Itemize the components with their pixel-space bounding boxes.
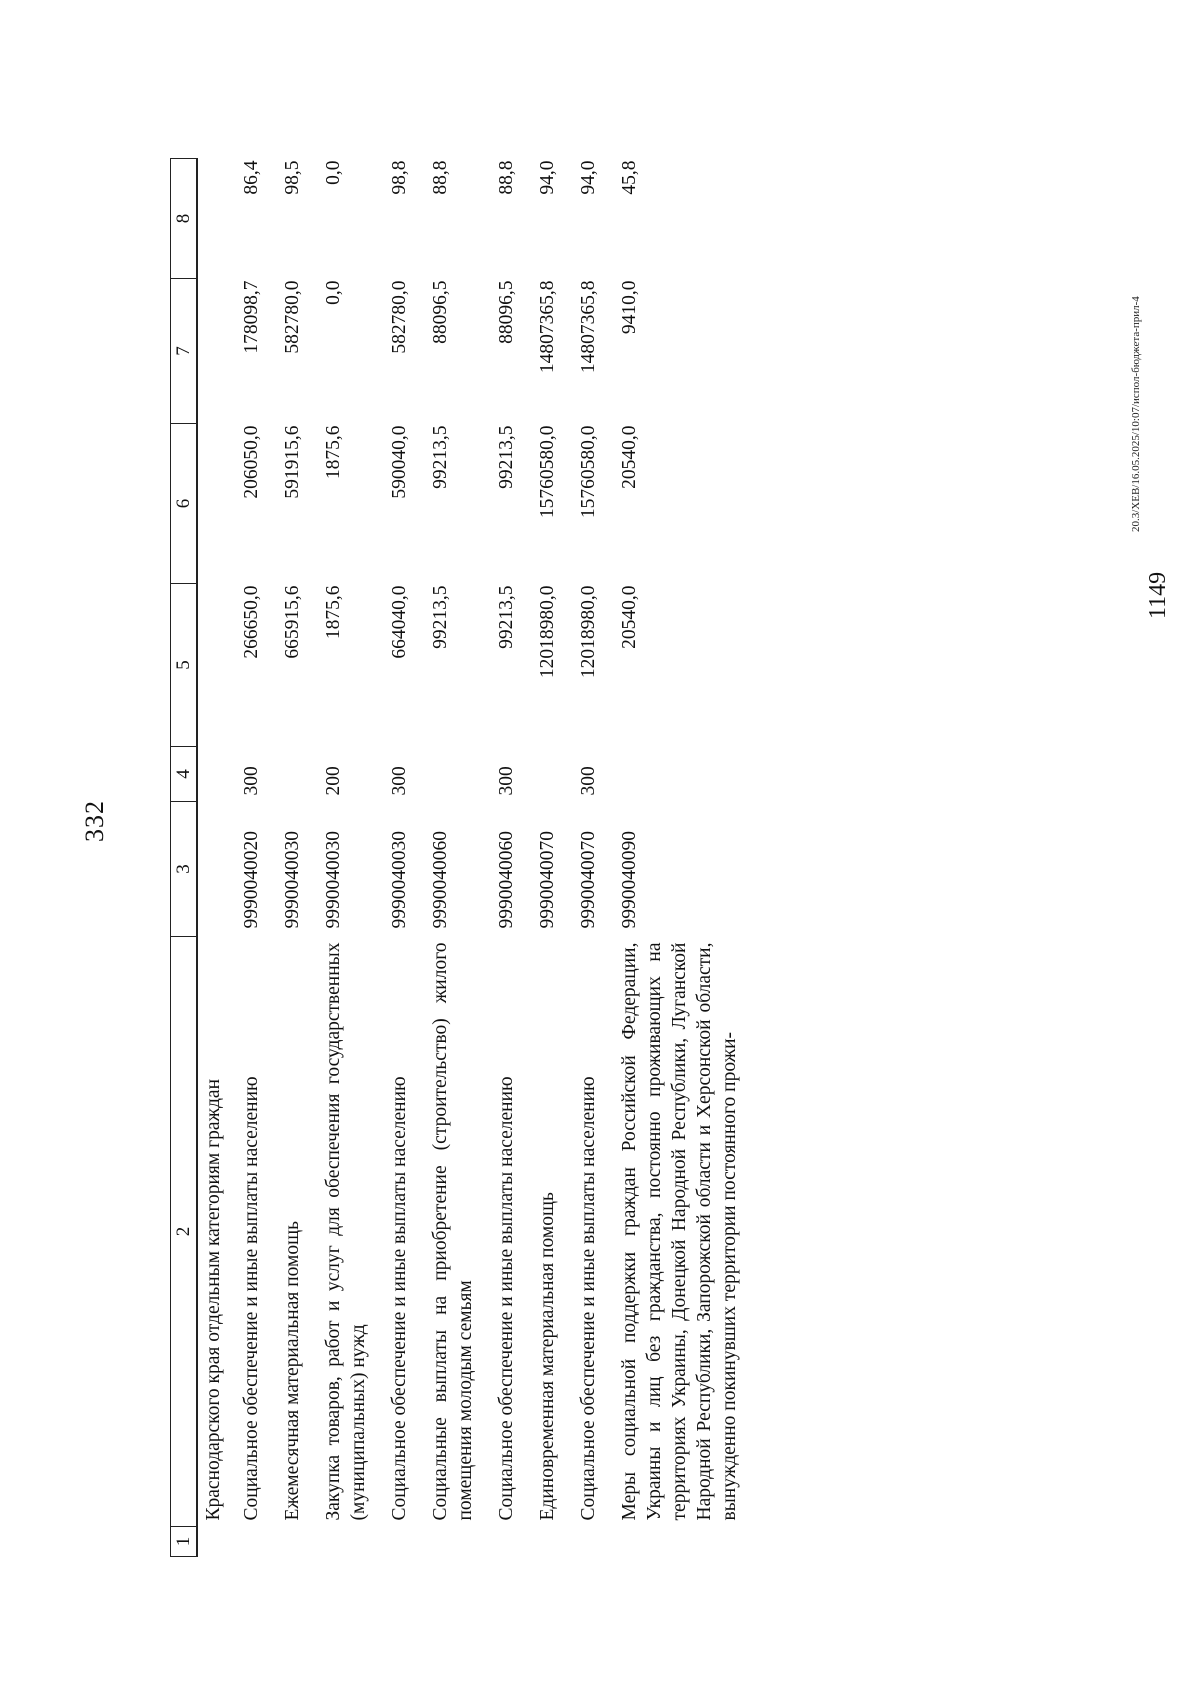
table-row [420, 159, 486, 1557]
cell-col1 [486, 1527, 527, 1557]
header-cell-2: 2 [171, 937, 198, 1527]
cell-col1 [379, 1527, 420, 1557]
cell-col8: 98,5 [282, 160, 303, 195]
cell-code: 9990040070 [537, 831, 558, 929]
cell-col1 [609, 1527, 750, 1557]
cell-col6: 590040,0 [389, 425, 410, 499]
cell-col6: 99213,5 [496, 425, 517, 489]
cell-col7: 582780,0 [282, 280, 303, 354]
cell-code: 9990040020 [241, 831, 262, 929]
table-row [609, 159, 750, 1557]
table-row [568, 159, 609, 1557]
cell-expense-type: 200 [323, 766, 344, 796]
cell-col5 [197, 584, 231, 747]
cell-col6 [197, 424, 231, 584]
cell-col7: 9410,0 [619, 280, 640, 335]
table-body [197, 159, 750, 1557]
cell-col7: 88096,5 [496, 280, 517, 344]
cell-expense-type: 300 [578, 766, 599, 796]
cell-expense-type [609, 747, 750, 802]
cell-description: Краснодарского края отдельным категориям граждан [203, 1078, 224, 1521]
cell-col8: 94,0 [537, 160, 558, 195]
cell-col8: 88,8 [496, 160, 517, 195]
table-row [527, 159, 568, 1557]
cell-col5: 20540,0 [619, 585, 640, 649]
header-cell-5: 5 [171, 584, 198, 747]
header-cell-7: 7 [171, 279, 198, 424]
cell-col5: 99213,5 [430, 585, 451, 649]
header-cell-8: 8 [171, 159, 198, 279]
cell-col7: 88096,5 [430, 280, 451, 344]
cell-col5: 99213,5 [496, 585, 517, 649]
cell-description: Меры социальной поддержки граждан Российской Федерации, Украины и лиц без гражданства, постоянно проживающих на территориях Украины, Донецкой Народной Республики, Луганской Народной Республики, Запорожской области и Херсонской области, вынужденно покинувших территории постоянного прожи- [619, 942, 740, 1521]
cell-description: Социальное обеспечение и иные выплаты населению [241, 1076, 262, 1521]
table-row [313, 159, 379, 1557]
cell-code [197, 802, 231, 937]
cell-col8: 88,8 [430, 160, 451, 195]
cell-col8: 86,4 [241, 160, 262, 195]
cell-expense-type: 300 [496, 766, 517, 796]
cell-code: 9990040060 [496, 831, 517, 929]
cell-col6: 591915,6 [282, 425, 303, 499]
cell-col1 [313, 1527, 379, 1557]
cell-expense-type [420, 747, 486, 802]
footer-stamp: 20.3/XEB/16.05.2025/10:07/испол-бюджета-прил-4 [1130, 296, 1142, 532]
cell-description: Социальное обеспечение и иные выплаты населению [496, 1076, 517, 1521]
header-cell-6: 6 [171, 424, 198, 584]
cell-col7 [197, 279, 231, 424]
cell-description: Единовременная материальная помощь [537, 1192, 558, 1521]
cell-col1 [420, 1527, 486, 1557]
cell-code: 9990040030 [323, 831, 344, 929]
cell-description: Ежемесячная материальная помощь [282, 1220, 303, 1521]
cell-col1 [197, 1527, 231, 1557]
cell-col7: 0,0 [323, 280, 344, 305]
cell-col1 [231, 1527, 272, 1557]
cell-col7: 582780,0 [389, 280, 410, 354]
page-number: 332 [80, 800, 109, 842]
cell-code: 9990040030 [282, 831, 303, 929]
table-row [231, 159, 272, 1557]
cell-description: Социальное обеспечение и иные выплаты населению [389, 1076, 410, 1521]
cell-col7: 14807365,8 [537, 280, 558, 374]
cell-expense-type: 300 [241, 766, 262, 796]
cell-col8: 94,0 [578, 160, 599, 195]
table-row [197, 159, 231, 1557]
header-cell-1: 1 [171, 1527, 198, 1557]
cell-col8: 0,0 [323, 160, 344, 185]
cell-col5: 12018980,0 [578, 585, 599, 679]
cell-expense-type: 300 [389, 766, 410, 796]
cell-col6: 20540,0 [619, 425, 640, 489]
cell-col7: 14807365,8 [578, 280, 599, 374]
table-header [171, 159, 198, 1557]
cell-code: 9990040030 [389, 831, 410, 929]
cell-col5: 266650,0 [241, 585, 262, 659]
cell-col7: 178098,7 [241, 280, 262, 354]
cell-col8: 98,8 [389, 160, 410, 195]
header-row [171, 159, 198, 1557]
cell-col6: 1875,6 [323, 425, 344, 480]
cell-col1 [527, 1527, 568, 1557]
cell-expense-type [272, 747, 313, 802]
cell-col6: 206050,0 [241, 425, 262, 499]
sheet-number: 1149 [1145, 571, 1171, 619]
cell-col1 [568, 1527, 609, 1557]
cell-expense-type [527, 747, 568, 802]
header-cell-3: 3 [171, 802, 198, 937]
cell-code: 9990040070 [578, 831, 599, 929]
table-row [486, 159, 527, 1557]
cell-col5: 664040,0 [389, 585, 410, 659]
table-row [379, 159, 420, 1557]
cell-code: 9990040090 [619, 831, 640, 929]
cell-description: Социальное обеспечение и иные выплаты населению [578, 1076, 599, 1521]
budget-table [170, 158, 750, 1557]
cell-description: Закупка товаров, работ и услуг для обеспечения государственных (муниципальных) нужд [323, 942, 369, 1521]
cell-col6: 15760580,0 [578, 425, 599, 519]
cell-col1 [272, 1527, 313, 1557]
cell-expense-type [197, 747, 231, 802]
cell-col5: 1875,6 [323, 585, 344, 640]
cell-col5: 12018980,0 [537, 585, 558, 679]
cell-col8: 45,8 [619, 160, 640, 195]
cell-col8 [197, 159, 231, 279]
table-row [272, 159, 313, 1557]
header-cell-4: 4 [171, 747, 198, 802]
cell-col6: 15760580,0 [537, 425, 558, 519]
cell-code: 9990040060 [430, 831, 451, 929]
cell-description: Социальные выплаты на приобретение (строительство) жилого помещения молодым семьям [430, 942, 476, 1521]
cell-col5: 665915,6 [282, 585, 303, 659]
cell-col6: 99213,5 [430, 425, 451, 489]
